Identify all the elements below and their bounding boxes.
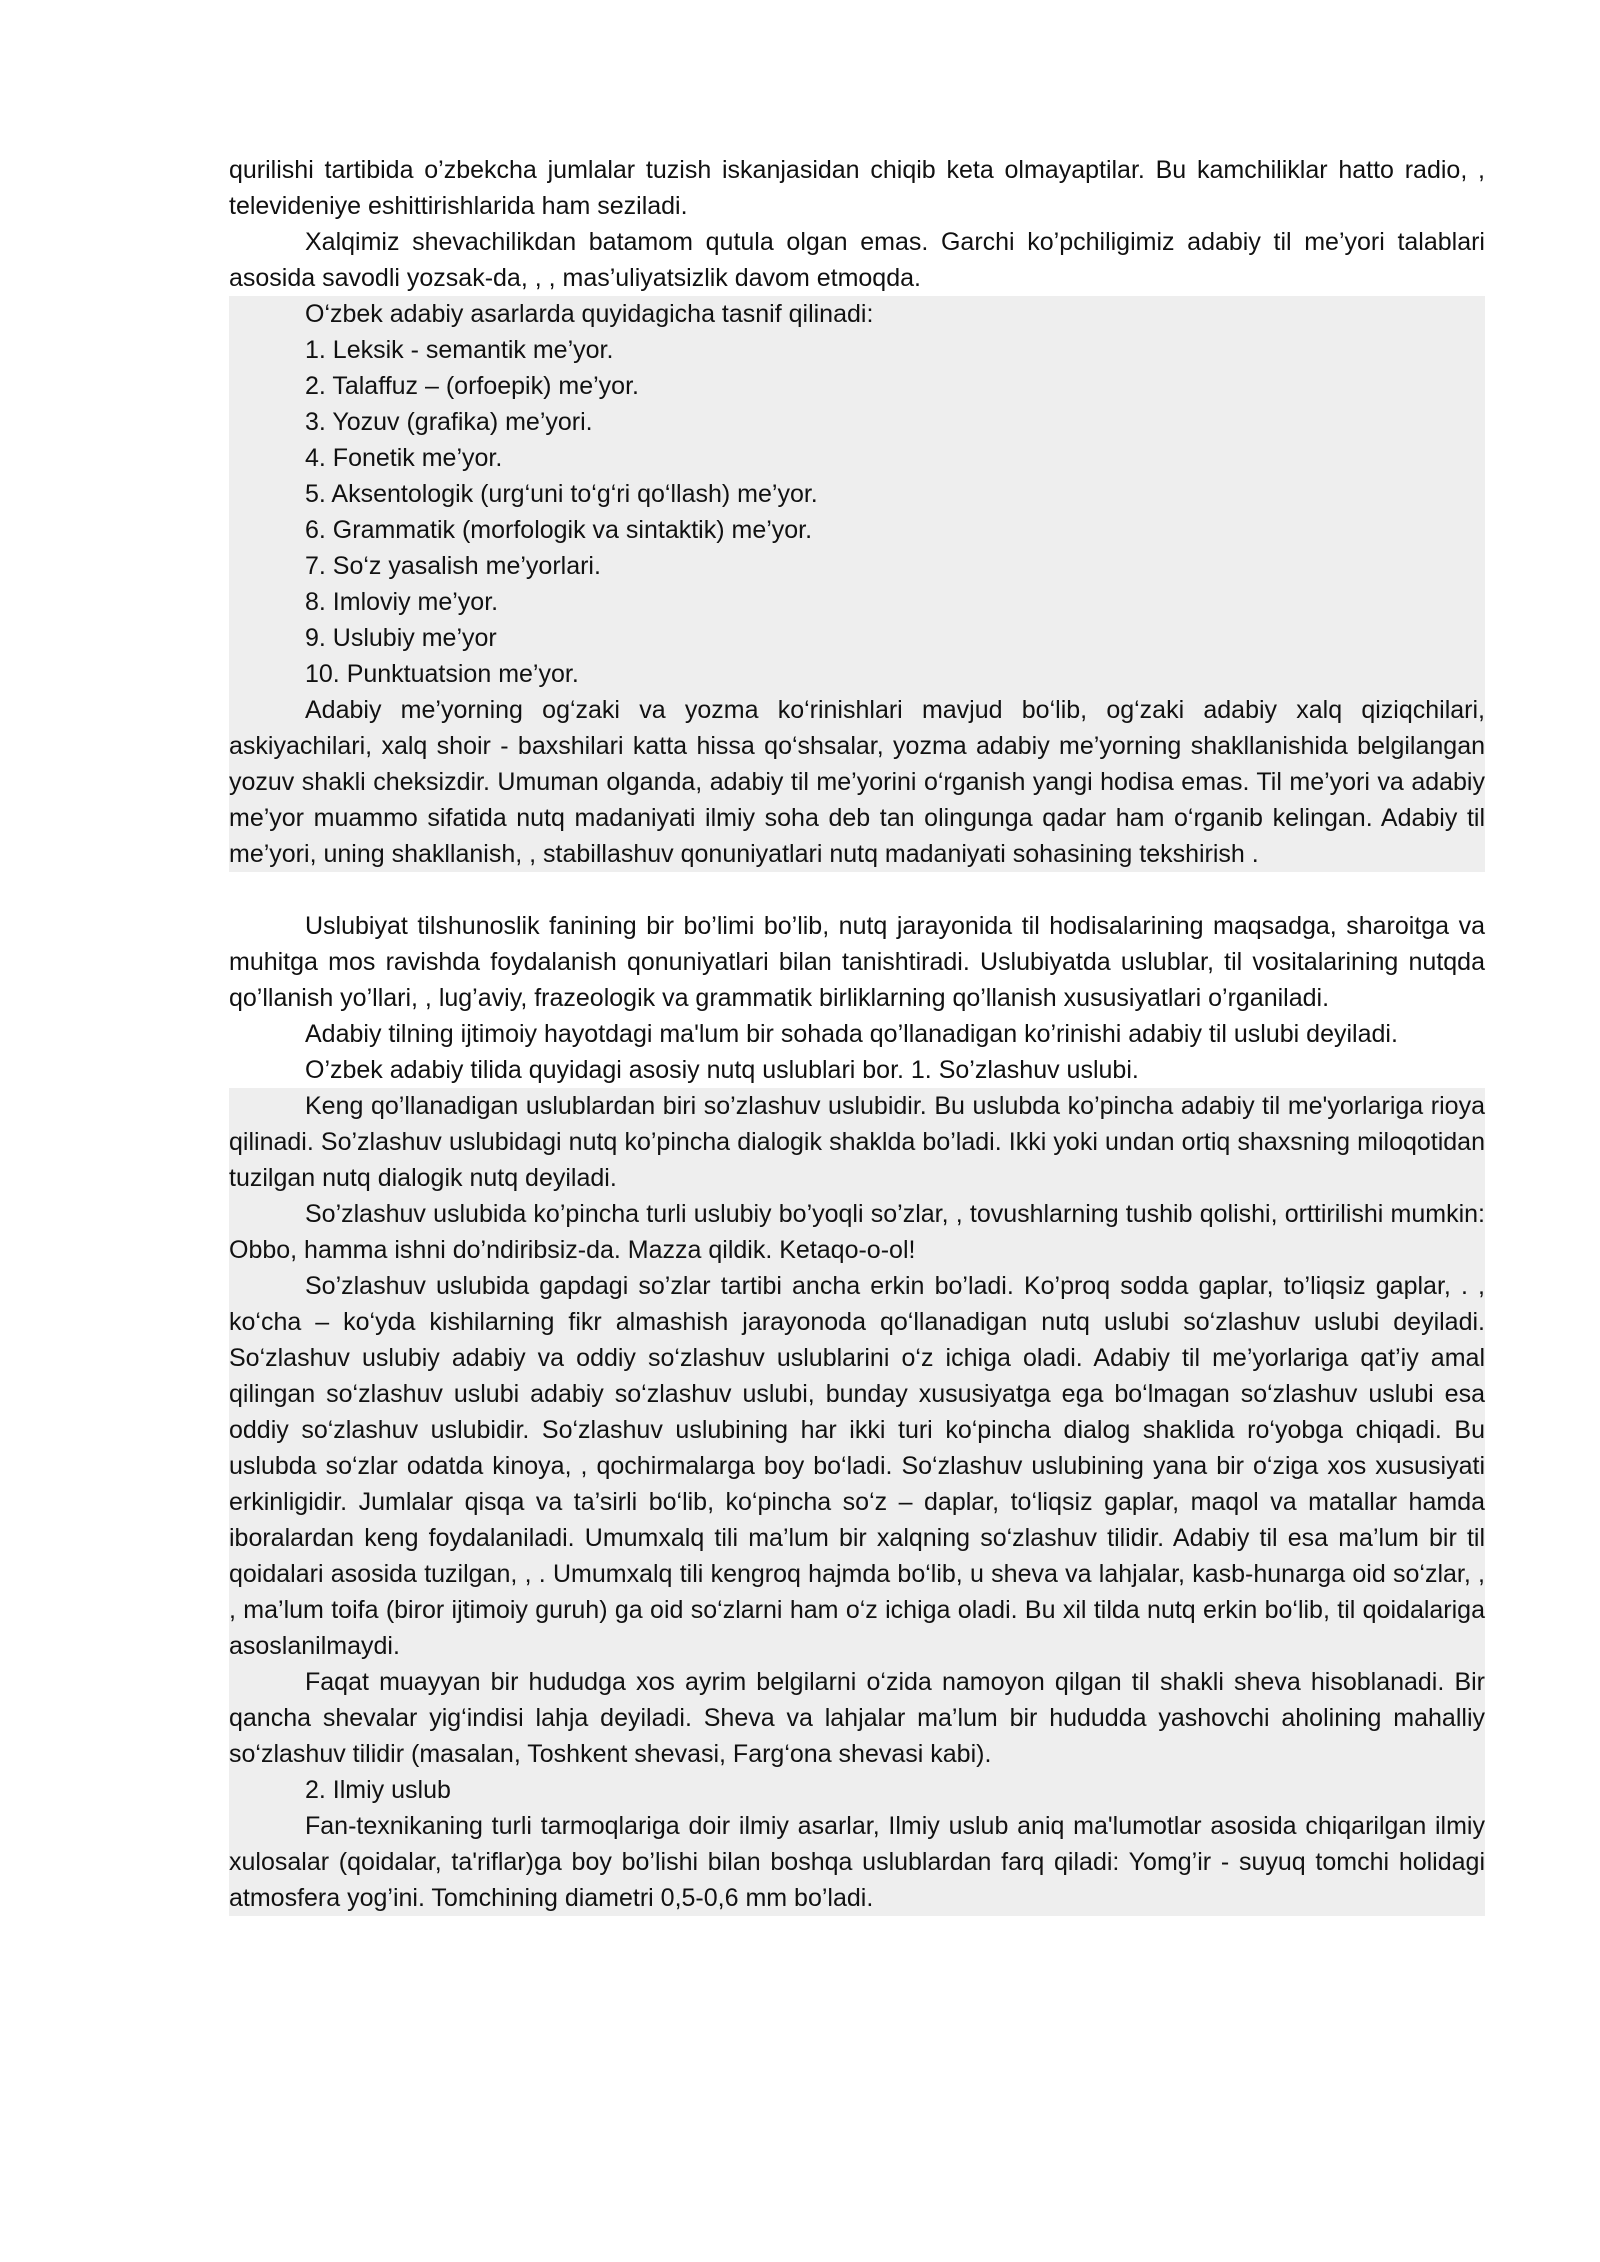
scientific-heading: 2. Ilmiy uslub <box>305 1776 451 1804</box>
norm-list-item: 5. Aksentologik (urg‘uni to‘g‘ri qo‘llash) me’yor. <box>305 480 818 508</box>
document-page <box>229 152 1485 1916</box>
paragraph-gap <box>229 872 1485 908</box>
norm-list-item: 10. Punktuatsion me’yor. <box>305 660 579 688</box>
intro-paragraph-1: qurilishi tartibida o’zbekcha jumlalar tuzish iskanjasidan chiqib keta olmayaptilar. Bu kamchiliklar hatto radio, , televideniye eshittirishlarida ham seziladi. <box>229 156 1485 220</box>
norm-list-item: 1. Leksik - semantik me’yor. <box>305 336 614 364</box>
conversational-paragraph-3: So’zlashuv uslubida gapdagi so’zlar tartibi ancha erkin bo’ladi. Ko’proq sodda gaplar, to’liqsiz gaplar, . , ko‘cha – ko‘yda kishilarning fikr almashish jarayonoda qo‘llanadigan nutq uslubi so‘zlashuv uslubi deyiladi. So‘zlashuv uslubiy adabiy va oddiy so‘zlashuv uslublarini o‘z ichiga oladi. Adabiy til me’yorlariga qat’iy amal qilingan so‘zlashuv uslubi adabiy so‘zlashuv uslubi, bunday xususiyatga ega bo‘lmagan so‘zlashuv uslubi esa oddiy so‘zlashuv uslubidir. So‘zlashuv uslubining har ikki turi ko‘pincha dialog shaklida ro‘yobga chiqadi. Bu uslubda so‘zlar odatda kinoya, , qochirmalarga boy bo‘ladi. So‘zlashuv uslubining yana bir o‘ziga xos xususiyati erkinligidir. Jumlalar qisqa va ta’sirli bo‘lib, ko‘pincha so‘z – daplar, to‘liqsiz gaplar, maqol va matallar hamda iboralardan keng foydalaniladi. Umumxalq tili ma’lum bir xalqning so‘zlashuv tilidir. Adabiy til esa ma’lum bir til qoidalari asosida tuzilgan, , . Umumxalq tili kengroq hajmda bo‘lib, u sheva va lahjalar, kasb-hunarga oid so‘zlar, , , ma’lum toifa (biror ijtimoiy guruh) ga oid so‘zlarni ham o‘z ichiga oladi. Bu xil tilda nutq erkin bo‘lib, til qoidalariga asoslanilmaydi. <box>229 1272 1485 1660</box>
style-paragraph-2: Adabiy tilning ijtimoiy hayotdagi ma'lum bir sohada qo’llanadigan ko’rinishi adabiy til uslubi deyiladi. <box>305 1020 1398 1048</box>
norm-list-item: 6. Grammatik (morfologik va sintaktik) me’yor. <box>305 516 813 544</box>
norm-list-item: 4. Fonetik me’yor. <box>305 444 503 472</box>
style-paragraph-3: O’zbek adabiy tilida quyidagi asosiy nutq uslublari bor. 1. So’zlashuv uslubi. <box>305 1056 1139 1084</box>
norm-list-item: 8. Imloviy me’yor. <box>305 588 499 616</box>
norm-list-item: 3. Yozuv (grafika) me’yori. <box>305 408 593 436</box>
conversational-paragraph-4: Faqat muayyan bir hududga xos ayrim belgilarni o‘zida namoyon qilgan til shakli sheva hisoblanadi. Bir qancha shevalar yig‘indisi lahja deyiladi. Sheva va lahjalar ma’lum bir hududda yashovchi aholining mahalliy so‘zlashuv tilidir (masalan, Toshkent shevasi, Farg‘ona shevasi kabi). <box>229 1668 1485 1768</box>
style-paragraph-1: Uslubiyat tilshunoslik fanining bir bo’limi bo’lib, nutq jarayonida til hodisalarining maqsadga, sharoitga va muhitga mos ravishda foydalanish qonuniyatlari bilan tanishtiradi. Uslubiyatda uslublar, til vositalarining nutqda qo’llanish yo’llari, , lug’aviy, frazeologik va grammatik birliklarning qo’llanish xususiyatlari o’rganiladi. <box>229 912 1485 1012</box>
highlighted-section-conversational <box>229 1088 1485 1916</box>
intro-paragraph-2: Xalqimiz shevachilikdan batamom qutula olgan emas. Garchi ko’pchiligimiz adabiy til me’yori talablari asosida savodli yozsak-da, , , mas’uliyatsizlik davom etmoqda. <box>229 228 1485 292</box>
norm-list-item: 7. So‘z yasalish me’yorlari. <box>305 552 601 580</box>
conversational-paragraph-1: Keng qo’llanadigan uslublardan biri so’zlashuv uslubidir. Bu uslubda ko’pincha adabiy til me'yorlariga rioya qilinadi. So’zlashuv uslubidagi nutq ko’pincha dialogik shaklda bo’ladi. Ikki yoki undan ortiq shaxsning miloqotidan tuzilgan nutq dialogik nutq deyiladi. <box>229 1092 1485 1192</box>
classification-heading: O‘zbek adabiy asarlarda quyidagicha tasnif qilinadi: <box>305 300 874 328</box>
norm-list-item: 2. Talaffuz – (orfoepik) me’yor. <box>305 372 639 400</box>
norm-list-item: 9. Uslubiy me’yor <box>305 624 497 652</box>
norm-paragraph: Adabiy me’yorning og‘zaki va yozma ko‘rinishlari mavjud bo‘lib, og‘zaki adabiy xalq qiziqchilari, askiyachilari, xalq shoir - baxshilari katta hissa qo‘shsalar, yozma adabiy me’yorning shakllanishida belgilangan yozuv shakli cheksizdir. Umuman olganda, adabiy til me’yorini o‘rganish yangi hodisa emas. Til me’yori va adabiy me’yor muammo sifatida nutq madaniyati ilmiy soha deb tan olingunga qadar ham o‘rganib kelingan. Adabiy til me’yori, uning shakllanish, , stabillashuv qonuniyatlari nutq madaniyati sohasining tekshirish . <box>229 696 1485 868</box>
conversational-paragraph-2: So’zlashuv uslubida ko’pincha turli uslubiy bo’yoqli so’zlar, , tovushlarning tushib qolishi, orttirilishi mumkin: Obbo, hamma ishni do’ndiribsiz-da. Mazza qildik. Ketaqo-o-ol! <box>229 1200 1485 1264</box>
scientific-paragraph: Fan-texnikaning turli tarmoqlariga doir ilmiy asarlar, Ilmiy uslub aniq ma'lumotlar asosida chiqarilgan ilmiy xulosalar (qoidalar, ta'riflar)ga boy bo’lishi bilan boshqa uslublardan farq qiladi: Yomg’ir - suyuq tomchi holidagi atmosfera yog’ini. Tomchining diametri 0,5-0,6 mm bo’ladi. <box>229 1812 1485 1912</box>
highlighted-section <box>229 296 1485 872</box>
